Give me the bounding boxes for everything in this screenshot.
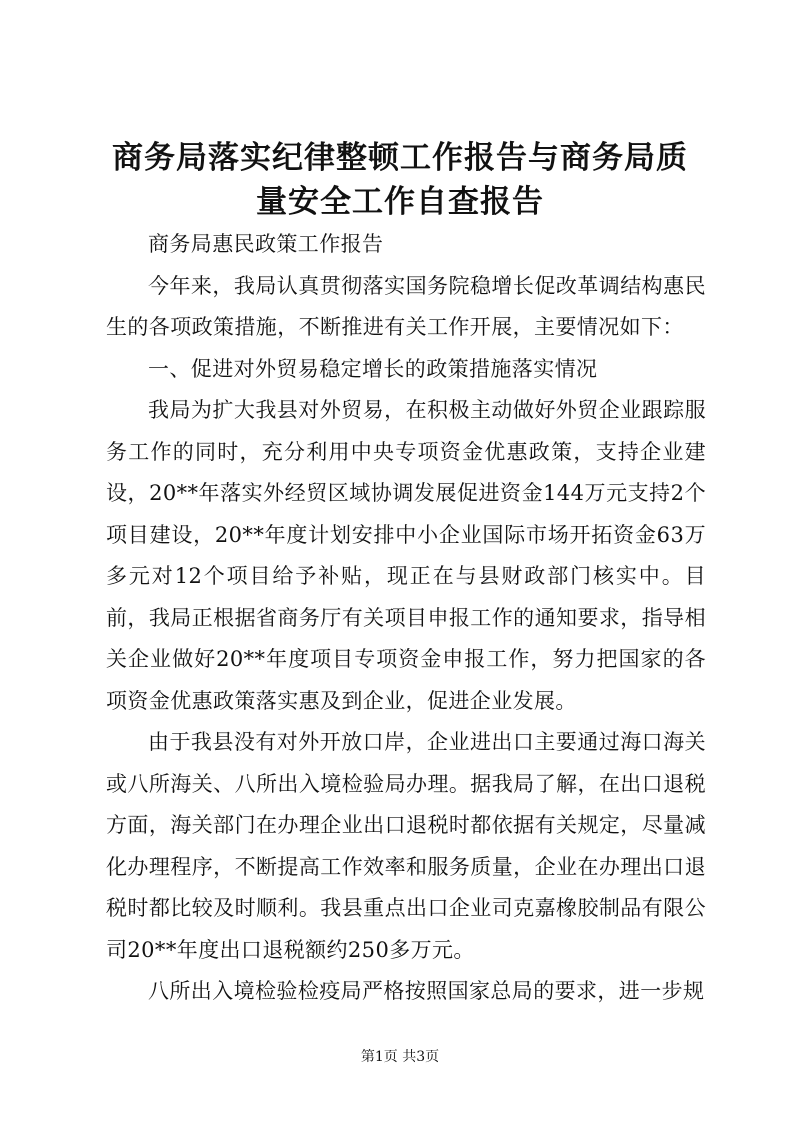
paragraph-body: 八所出入境检验检疫局严格按照国家总局的要求，进一步规 xyxy=(148,979,705,1003)
document-body xyxy=(106,224,706,1013)
paragraph-subtitle: 商务局惠民政策工作报告 xyxy=(148,232,384,256)
paragraph-section-heading: 一、促进对外贸易稳定增长的政策措施落实情况 xyxy=(148,356,598,381)
paragraph-body: 我局为扩大我县对外贸易，在积极主动做好外贸企业跟踪服务工作的同时，充分利用中央专项资金优惠政策，支持企业建设，20**年落实外经贸区域协调发展促进资金144万元支持2个项目建设，20**年度计划安排中小企业国际市场开拓资金63万多元对12个项目给予补贴，现正在与县财政部门核实中。目前，我局正根据省商务厅有关项目申报工作的通知要求，指导相关企业做好20**年度项目专项资金申报工作，努力把国家的各项资金优惠政策落实惠及到企业，促进企业发展。 xyxy=(106,398,706,713)
document-title: 商务局落实纪律整顿工作报告与商务局质量安全工作自查报告 xyxy=(112,140,688,220)
paragraph-body: 由于我县没有对外开放口岸，企业进出口主要通过海口海关或八所海关、八所出入境检验局办理。据我局了解，在出口退税方面，海关部门在办理企业出口退税时都依据有关规定，尽量减化办理程序，不断提高工作效率和服务质量，企业在办理出口退税时都比较及时顺利。我县重点出口企业司克嘉橡胶制品有限公司20**年度出口退税额约250多万元。 xyxy=(106,730,706,962)
page-number-footer: 第1页 共3页 xyxy=(360,1049,440,1065)
paragraph-intro: 今年来，我局认真贯彻落实国务院稳增长促改革调结构惠民生的各项政策措施，不断推进有关工作开展，主要情况如下： xyxy=(106,273,706,339)
